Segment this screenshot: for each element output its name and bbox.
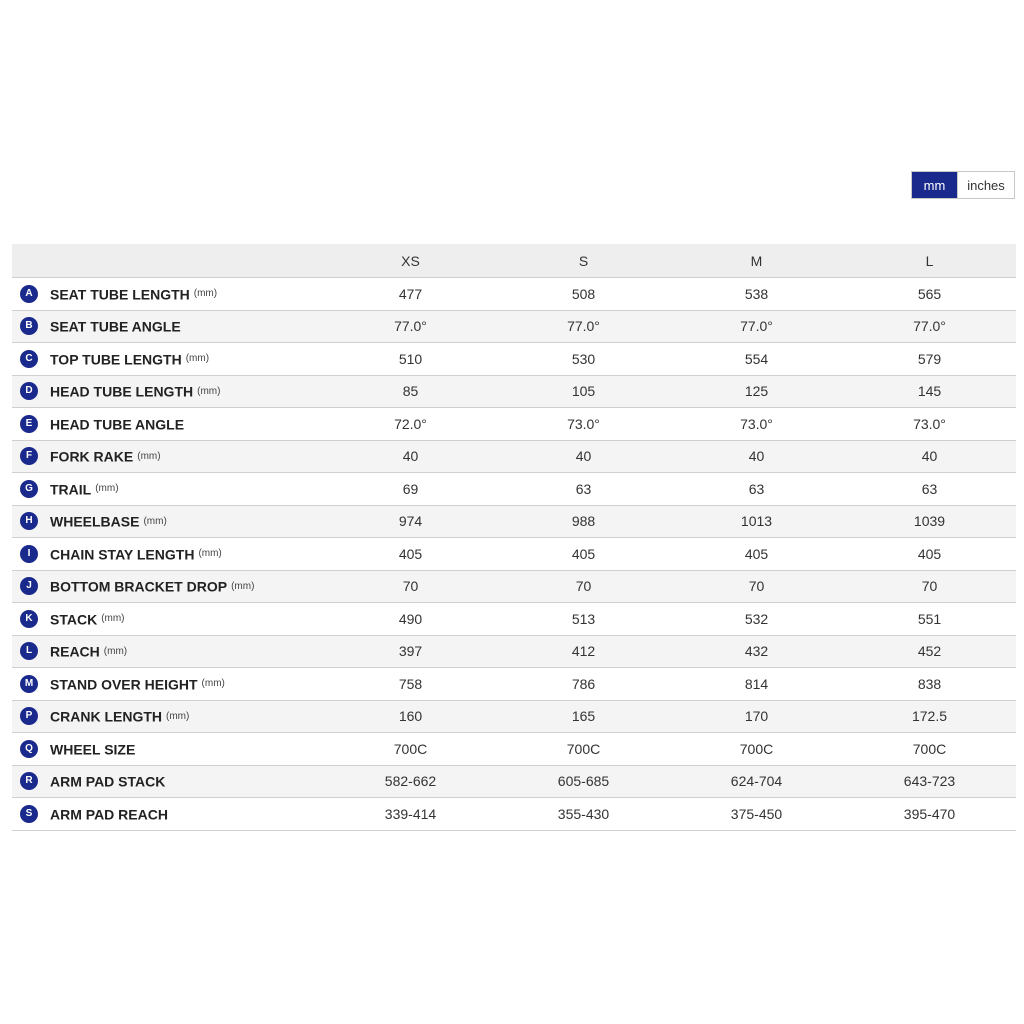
measurement-name: CRANK LENGTH (50, 708, 162, 725)
size-value-cell: 700C (670, 733, 843, 766)
measurement-label (12, 343, 324, 376)
table-row (12, 343, 1016, 376)
measurement-name: WHEELBASE (50, 513, 140, 530)
table-row (12, 733, 1016, 766)
measurement-unit: (mm) (231, 580, 255, 592)
measurement-letter-badge: P (20, 707, 38, 725)
table-row (12, 473, 1016, 506)
table-row (12, 765, 1016, 798)
size-header: XS (324, 244, 497, 278)
size-value-cell: 554 (670, 343, 843, 376)
measurement-label (12, 440, 324, 473)
measurement-unit: (mm) (197, 385, 221, 397)
size-value-cell: 355-430 (497, 798, 670, 831)
size-value-cell: 405 (670, 538, 843, 571)
measurement-name: STACK (50, 610, 98, 627)
size-value-cell: 145 (843, 375, 1016, 408)
size-value-cell: 172.5 (843, 700, 1016, 733)
measurement-letter-badge: B (20, 317, 38, 335)
measurement-letter-badge: J (20, 577, 38, 595)
size-value-cell: 375-450 (670, 798, 843, 831)
measurement-name: SEAT TUBE LENGTH (50, 285, 190, 302)
table-row (12, 668, 1016, 701)
table-body (12, 278, 1016, 831)
size-value-cell: 538 (670, 278, 843, 311)
measurement-name: CHAIN STAY LENGTH (50, 545, 195, 562)
size-value-cell: 77.0° (670, 310, 843, 343)
table-row (12, 310, 1016, 343)
measurement-unit: (mm) (95, 483, 119, 495)
table-row (12, 798, 1016, 831)
size-value-cell: 73.0° (843, 408, 1016, 441)
measurement-label (12, 278, 324, 311)
measurement-label (12, 798, 324, 831)
measurement-unit: (mm) (143, 515, 167, 527)
size-value-cell: 85 (324, 375, 497, 408)
size-value-cell: 405 (324, 538, 497, 571)
measurement-label (12, 505, 324, 538)
measurement-name: STAND OVER HEIGHT (50, 675, 198, 692)
table-row (12, 408, 1016, 441)
measurement-label (12, 473, 324, 506)
size-value-cell: 643-723 (843, 765, 1016, 798)
size-value-cell: 339-414 (324, 798, 497, 831)
measurement-label (12, 570, 324, 603)
table-row (12, 700, 1016, 733)
measurement-label (12, 635, 324, 668)
measurement-label (12, 765, 324, 798)
size-value-cell: 73.0° (670, 408, 843, 441)
table-row (12, 538, 1016, 571)
measurement-letter-badge: M (20, 675, 38, 693)
measurement-letter-badge: Q (20, 740, 38, 758)
size-value-cell: 125 (670, 375, 843, 408)
size-value-cell: 974 (324, 505, 497, 538)
measurement-name: SEAT TUBE ANGLE (50, 318, 181, 335)
measurement-name: REACH (50, 643, 100, 660)
measurement-label (12, 538, 324, 571)
measurement-letter-badge: S (20, 805, 38, 823)
measurement-unit: (mm) (185, 353, 210, 365)
table-header-row (12, 244, 1016, 278)
size-value-cell: 412 (497, 635, 670, 668)
size-value-cell: 40 (843, 440, 1016, 473)
size-value-cell: 77.0° (497, 310, 670, 343)
measurement-name: TOP TUBE LENGTH (50, 350, 182, 367)
unit-inches-button[interactable]: inches (957, 172, 1014, 198)
size-header: L (843, 244, 1016, 278)
table-header-label (12, 244, 324, 278)
table-row (12, 570, 1016, 603)
measurement-letter-badge: L (20, 642, 38, 660)
measurement-letter-badge: G (20, 480, 38, 498)
size-value-cell: 165 (497, 700, 670, 733)
size-value-cell: 70 (843, 570, 1016, 603)
size-value-cell: 40 (497, 440, 670, 473)
measurement-unit: (mm) (198, 548, 222, 560)
size-value-cell: 1013 (670, 505, 843, 538)
size-value-cell: 582-662 (324, 765, 497, 798)
measurement-label (12, 408, 324, 441)
size-value-cell: 700C (497, 733, 670, 766)
measurement-letter-badge: R (20, 772, 38, 790)
size-value-cell: 452 (843, 635, 1016, 668)
measurement-name: BOTTOM BRACKET DROP (50, 578, 228, 595)
measurement-label (12, 310, 324, 343)
measurement-name: FORK RAKE (50, 448, 134, 465)
size-value-cell: 170 (670, 700, 843, 733)
size-value-cell: 77.0° (324, 310, 497, 343)
measurement-letter-badge: I (20, 545, 38, 563)
size-value-cell: 700C (843, 733, 1016, 766)
size-value-cell: 786 (497, 668, 670, 701)
size-value-cell: 432 (670, 635, 843, 668)
size-value-cell: 565 (843, 278, 1016, 311)
table-row (12, 375, 1016, 408)
size-value-cell: 77.0° (843, 310, 1016, 343)
size-value-cell: 838 (843, 668, 1016, 701)
table-row (12, 440, 1016, 473)
size-value-cell: 510 (324, 343, 497, 376)
size-value-cell: 69 (324, 473, 497, 506)
size-value-cell: 513 (497, 603, 670, 636)
size-value-cell: 397 (324, 635, 497, 668)
unit-mm-button[interactable]: mm (912, 172, 957, 198)
size-value-cell: 700C (324, 733, 497, 766)
size-value-cell: 551 (843, 603, 1016, 636)
size-value-cell: 624-704 (670, 765, 843, 798)
measurement-unit: (mm) (166, 710, 190, 722)
size-value-cell: 70 (670, 570, 843, 603)
size-value-cell: 70 (324, 570, 497, 603)
size-header: M (670, 244, 843, 278)
size-value-cell: 72.0° (324, 408, 497, 441)
size-value-cell: 532 (670, 603, 843, 636)
table-row (12, 505, 1016, 538)
measurement-letter-badge: E (20, 415, 38, 433)
size-value-cell: 73.0° (497, 408, 670, 441)
size-value-cell: 40 (324, 440, 497, 473)
geometry-table (12, 244, 1016, 831)
size-value-cell: 160 (324, 700, 497, 733)
table-row (12, 603, 1016, 636)
size-value-cell: 530 (497, 343, 670, 376)
size-value-cell: 405 (843, 538, 1016, 571)
size-header: S (497, 244, 670, 278)
measurement-name: ARM PAD STACK (50, 773, 166, 790)
size-value-cell: 579 (843, 343, 1016, 376)
measurement-letter-badge: H (20, 512, 38, 530)
size-value-cell: 605-685 (497, 765, 670, 798)
size-value-cell: 814 (670, 668, 843, 701)
measurement-name: HEAD TUBE LENGTH (50, 383, 194, 400)
size-value-cell: 508 (497, 278, 670, 311)
size-value-cell: 405 (497, 538, 670, 571)
size-value-cell: 40 (670, 440, 843, 473)
measurement-letter-badge: D (20, 382, 38, 400)
measurement-label (12, 700, 324, 733)
table-row (12, 278, 1016, 311)
measurement-unit: (mm) (103, 645, 128, 657)
size-value-cell: 477 (324, 278, 497, 311)
measurement-name: TRAIL (50, 480, 92, 497)
measurement-label (12, 733, 324, 766)
measurement-label (12, 668, 324, 701)
size-value-cell: 490 (324, 603, 497, 636)
measurement-letter-badge: C (20, 350, 38, 368)
measurement-label (12, 603, 324, 636)
measurement-unit: (mm) (201, 678, 225, 690)
measurement-letter-badge: K (20, 610, 38, 628)
measurement-name: ARM PAD REACH (50, 805, 168, 822)
measurement-name: WHEEL SIZE (50, 740, 136, 757)
measurement-label (12, 375, 324, 408)
measurement-unit: (mm) (137, 450, 161, 462)
size-value-cell: 758 (324, 668, 497, 701)
size-value-cell: 1039 (843, 505, 1016, 538)
size-value-cell: 105 (497, 375, 670, 408)
size-value-cell: 63 (843, 473, 1016, 506)
measurement-unit: (mm) (193, 288, 218, 300)
size-value-cell: 988 (497, 505, 670, 538)
size-value-cell: 63 (670, 473, 843, 506)
table-row (12, 635, 1016, 668)
measurement-letter-badge: F (20, 447, 38, 465)
unit-toggle (911, 171, 1015, 199)
measurement-letter-badge: A (20, 285, 38, 303)
size-value-cell: 63 (497, 473, 670, 506)
size-value-cell: 395-470 (843, 798, 1016, 831)
measurement-unit: (mm) (101, 613, 125, 625)
measurement-name: HEAD TUBE ANGLE (50, 415, 185, 432)
size-value-cell: 70 (497, 570, 670, 603)
